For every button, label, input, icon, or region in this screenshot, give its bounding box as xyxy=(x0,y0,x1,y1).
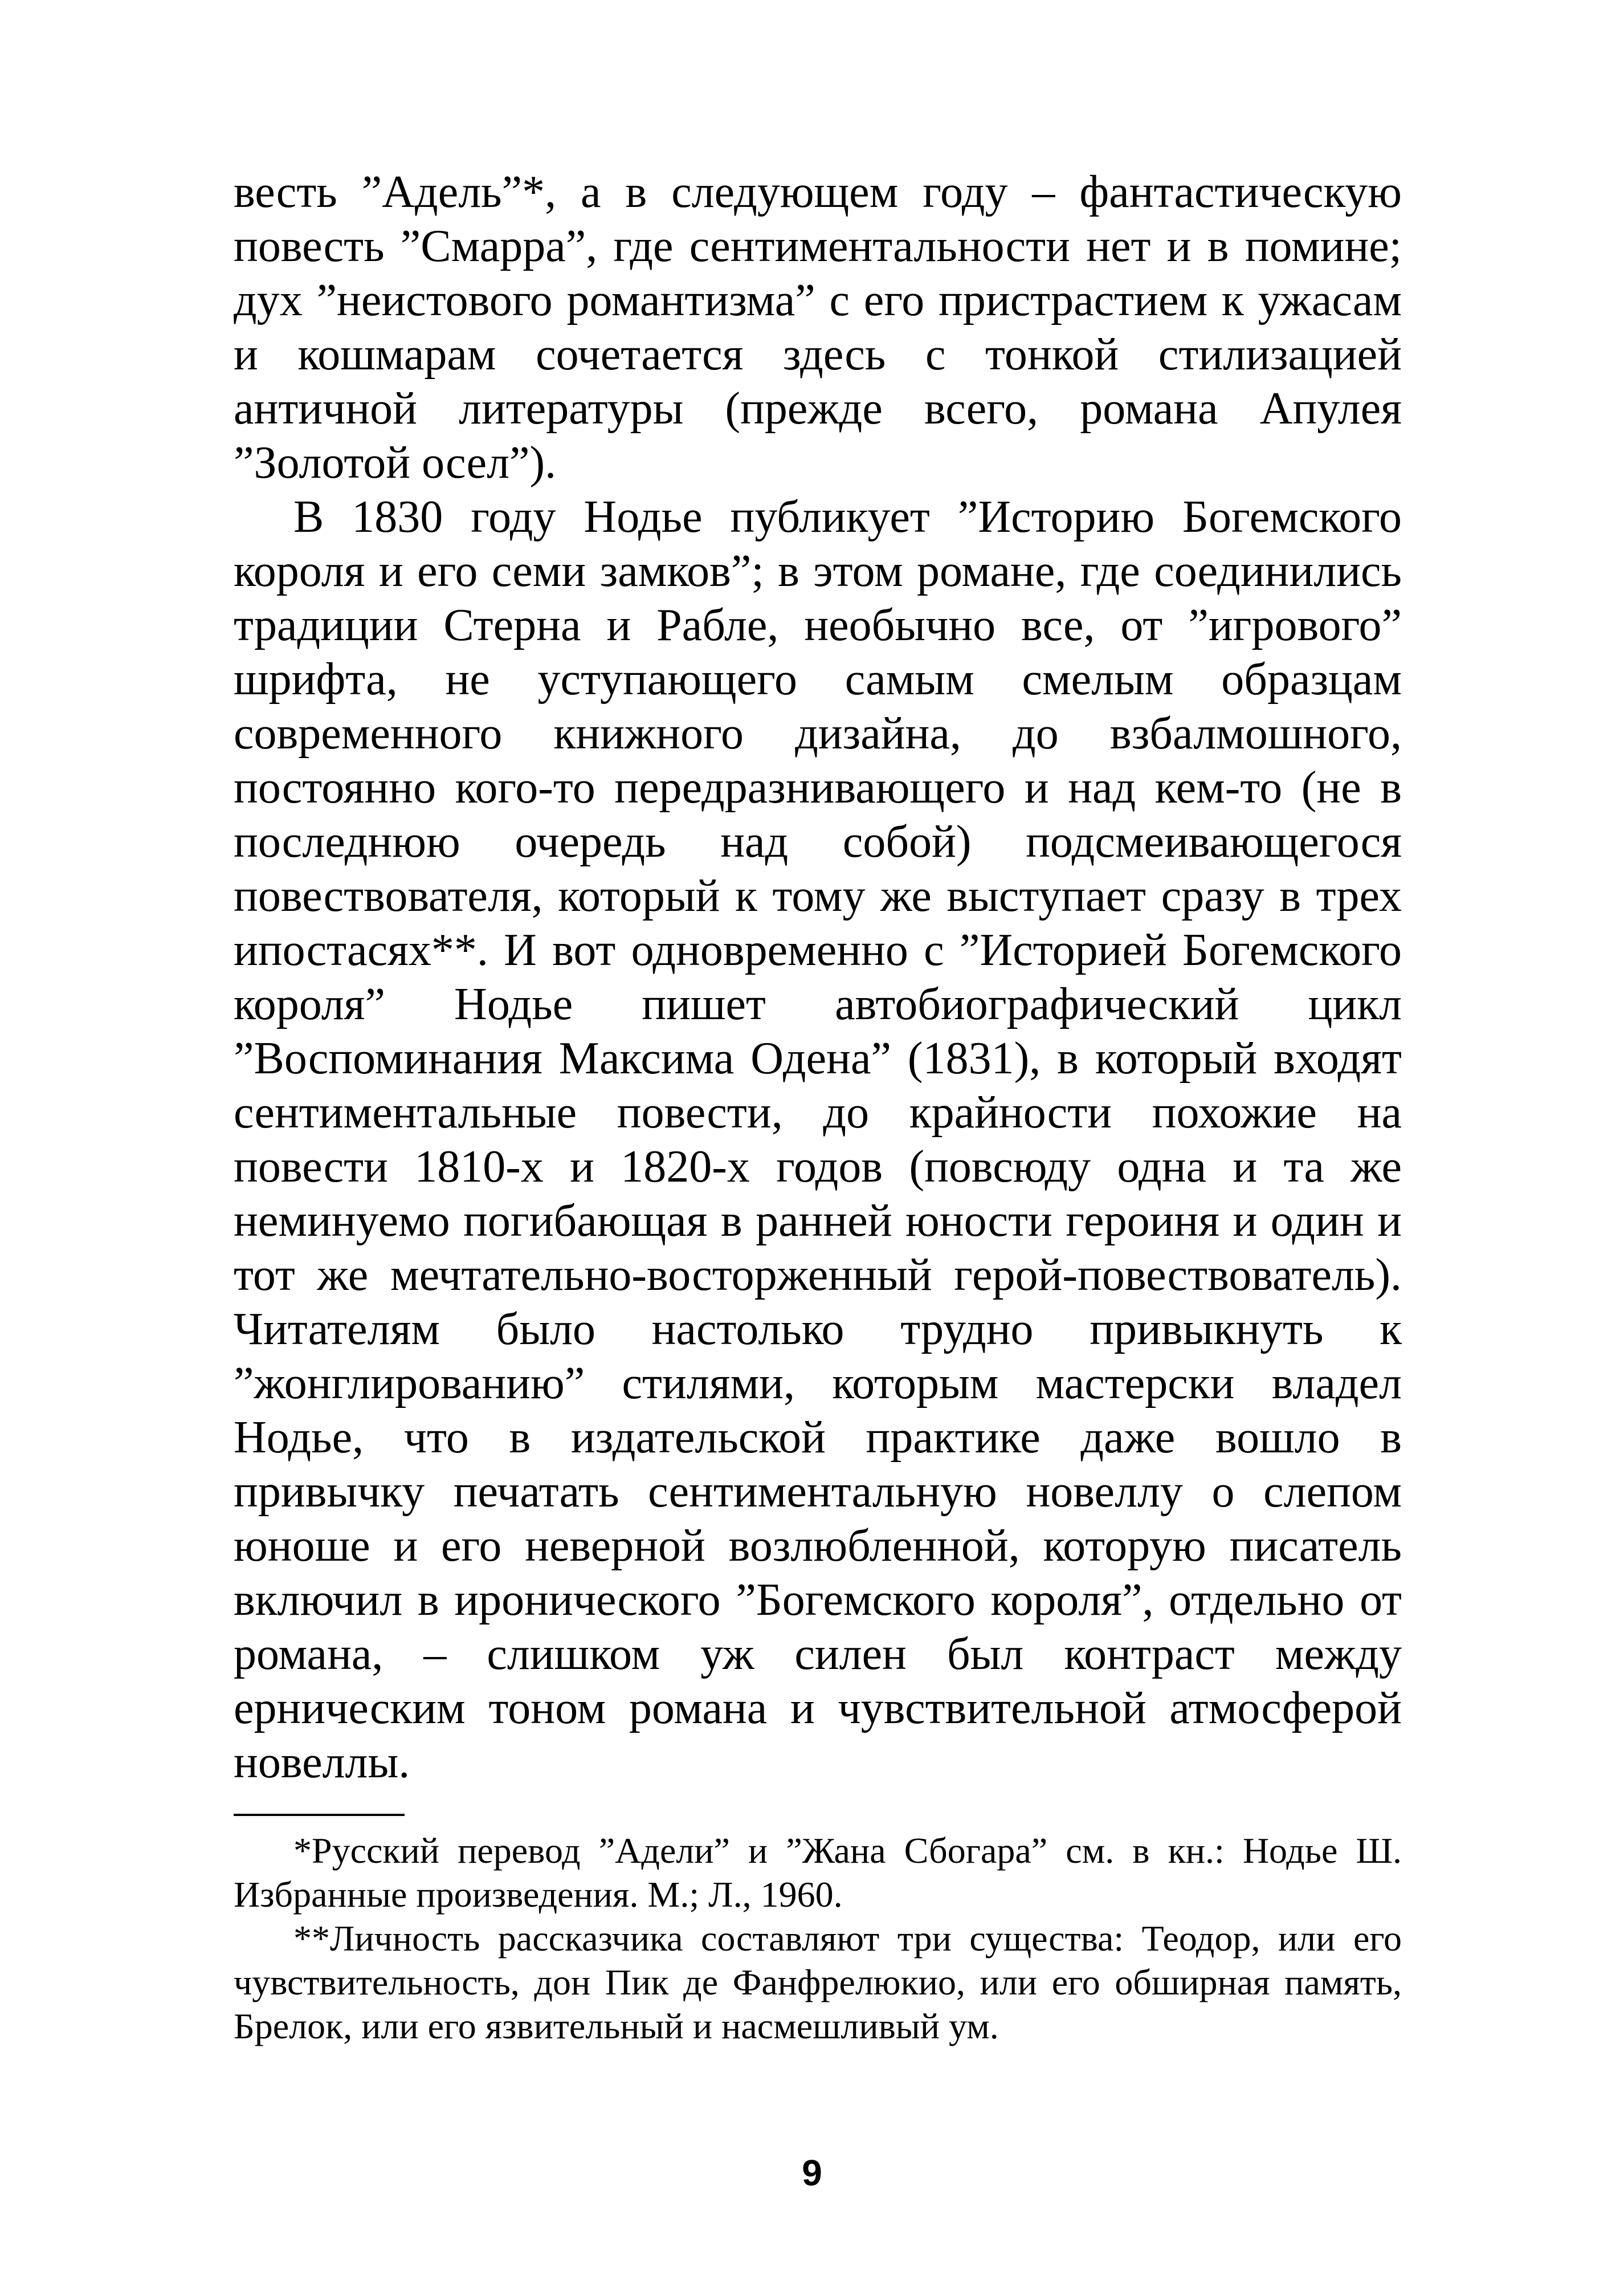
footnote-2: **Личность рассказчика составляют три существа: Теодор, или его чувствительность, дон Пик де Фанфрелюкио, или его обширная память, Брелок, или его язвительный и насмешливый ум. xyxy=(234,1918,1402,2046)
footnote-1: *Русский перевод ”Адели” и ”Жана Сбогара” см. в кн.: Нодье Ш. Избранные произведения. М.; Л., 1960. xyxy=(234,1830,1402,1915)
footnote-separator xyxy=(234,1814,405,1816)
paragraph-bohemian-king: В 1830 году Нодье публикует ”Историю Богемского короля и его семи замков”; в этом романе, где соединились традиции Стерна и Рабле, необычно все, от ”игрового” шрифта, не уступающего самым смелым образцам современного книжного дизайна, до взбалмошного, постоянно кого-то передразнивающего и над кем-то (не в последнюю очередь над собой) подсмеивающегося повествователя, который к тому же выступает сразу в трех ипостасях**. И вот одновременно с ”Историей Богемского короля” Нодье пишет автобиографический цикл ”Воспоминания Максима Одена” (1831), в который входят сентиментальные повести, до крайности похожие на повести 1810-х и 1820-х годов (повсюду одна и та же неминуемо погибающая в ранней юности героиня и один и тот же мечтательно-восторженный герой-повествователь). Читателям было настолько трудно привыкнуть к ”жонглированию” стилями, которым мастерски владел Нодье, что в издательской практике даже вошло в привычку печатать сентиментальную новеллу о слепом юноше и его неверной возлюбленной, которую писатель включил в иронического ”Богемского короля”, отдельно от романа, – слишком уж силен был контраст между ерническим тоном романа и чувствительной атмосферой новеллы. xyxy=(234,492,1402,1788)
book-page xyxy=(234,165,1402,2048)
main-text xyxy=(234,165,1402,1790)
footnotes xyxy=(234,1829,1402,2048)
paragraph-continuation: весть ”Адель”*, а в следующем году – фантастическую повесть ”Смарра”, где сентиментальности нет и в помине; дух ”неистового романтизма” с его пристрастием к ужасам и кошмарам сочетается здесь с тонкой стилизацией античной литературы (прежде всего, романа Апулея ”Золотой осел”). xyxy=(234,167,1402,488)
page-number: 9 xyxy=(802,2152,822,2193)
